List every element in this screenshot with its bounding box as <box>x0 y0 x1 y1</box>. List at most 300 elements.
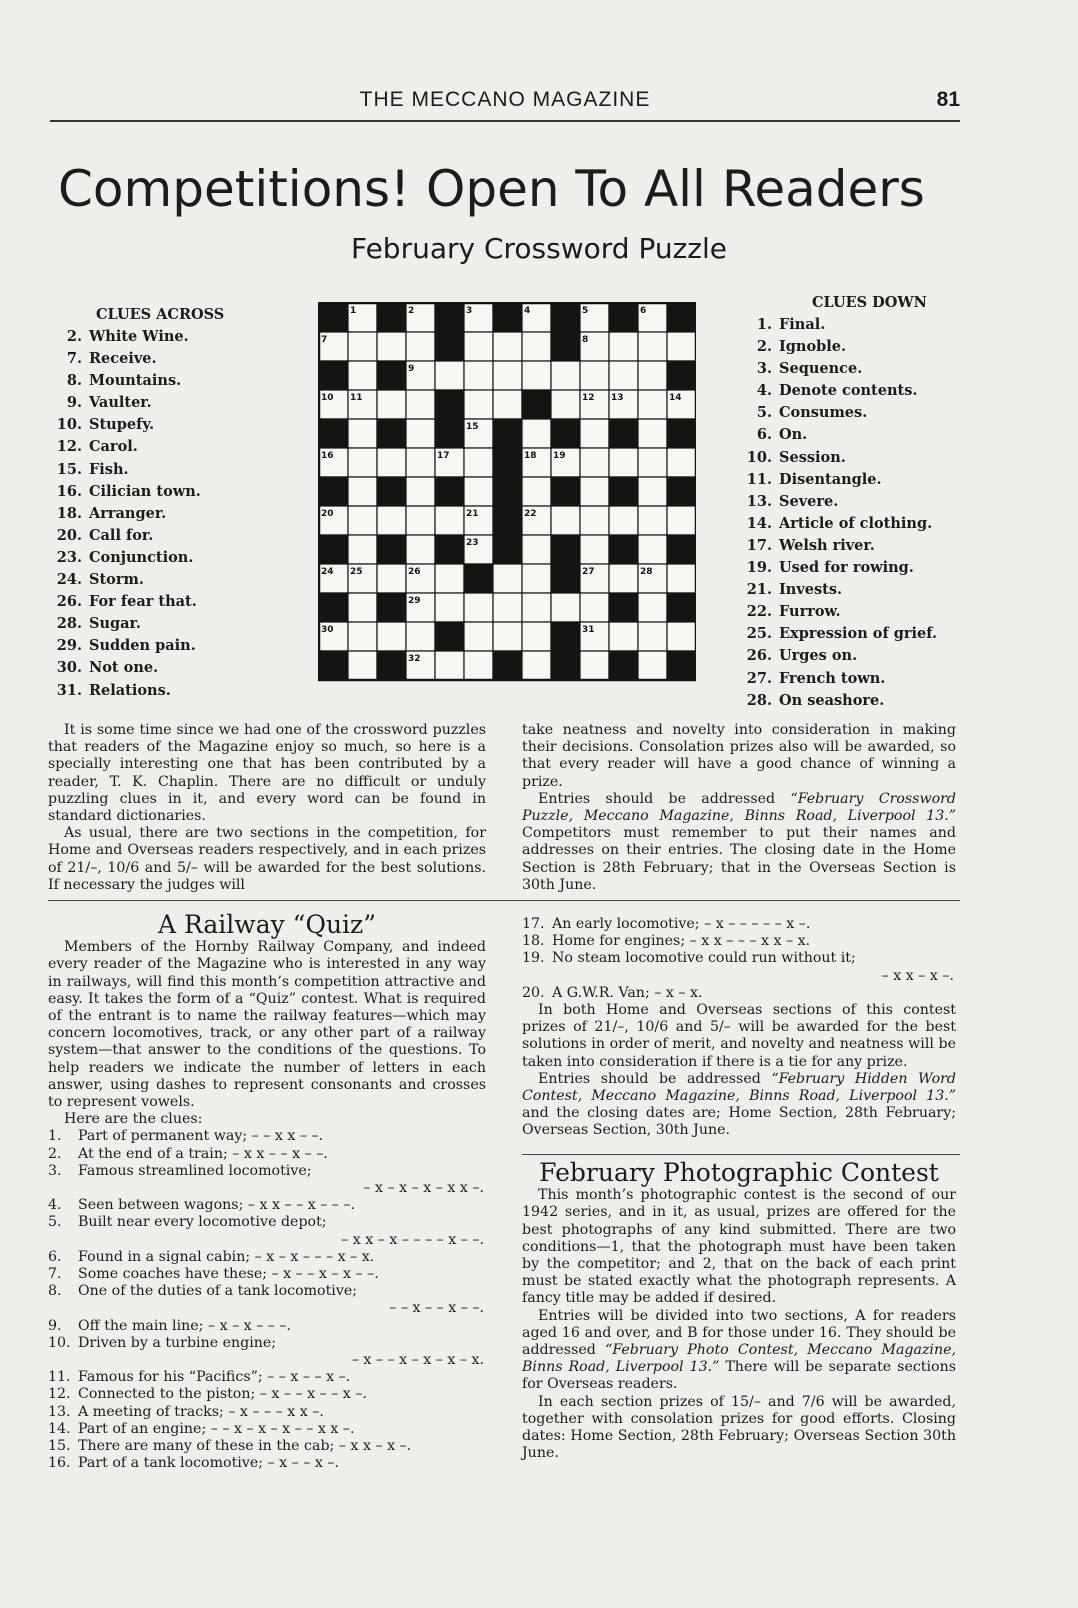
grid-black-square <box>435 390 464 419</box>
photo-contest <box>522 1158 957 1462</box>
clue-text: Carol. <box>89 438 138 456</box>
clue-text: For fear that. <box>89 593 197 611</box>
quiz-clue-text: Home for engines; – x x – – – x x – x. <box>552 933 811 950</box>
grid-white-square <box>580 477 609 506</box>
grid-white-square <box>522 332 551 361</box>
quiz-clue-line <box>48 1386 486 1403</box>
crossword-entries-paragraph <box>522 791 956 894</box>
grid-black-square <box>377 593 406 622</box>
clue-text: Mountains. <box>89 372 182 390</box>
grid-black-square <box>493 506 522 535</box>
clue-number: 10. <box>746 448 772 466</box>
quiz-clue-number: 11. <box>48 1369 71 1386</box>
grid-black-square <box>493 535 522 564</box>
grid-clue-number: 12 <box>582 393 595 403</box>
grid-black-square <box>377 535 406 564</box>
grid-clue-number: 21 <box>466 509 479 519</box>
clue-row <box>746 336 1036 358</box>
grid-white-square <box>493 622 522 651</box>
clue-text: On seashore. <box>779 691 885 709</box>
grid-clue-number: 26 <box>408 567 421 577</box>
clue-row <box>46 436 296 458</box>
photo-contest-title: February Photographic Contest <box>539 1158 939 1187</box>
quiz-clue-line <box>48 1438 486 1455</box>
grid-clue-number: 1 <box>350 306 357 316</box>
quiz-clue <box>48 1455 486 1472</box>
grid-white-square <box>348 651 377 680</box>
text-run: Competitors must remember to put their names and addresses on their entries. The closing date in the Home Section is 28th February; that in the Overseas Section is 30th June. <box>522 825 956 893</box>
grid-white-square <box>667 506 696 535</box>
grid-white-square <box>464 448 493 477</box>
grid-white-square <box>638 390 667 419</box>
quiz-clue-text: No steam locomotive could run without it; <box>552 950 856 967</box>
clue-text: Final. <box>779 316 826 333</box>
clue-text: Receive. <box>89 350 157 368</box>
grid-white-square <box>348 448 377 477</box>
quiz-clue-text: Driven by a turbine engine; <box>78 1334 277 1351</box>
page-title: Competitions! Open To All Readers <box>58 160 925 218</box>
clue-text: Used for rowing. <box>779 559 914 577</box>
grid-white-square <box>348 593 377 622</box>
quiz-clue-text: Part of a tank locomotive; – x – – x –. <box>78 1455 339 1472</box>
clue-text: Stupefy. <box>89 416 155 434</box>
grid-black-square <box>377 651 406 680</box>
grid-white-square <box>377 622 406 651</box>
quiz-clue-number: 6. <box>48 1248 62 1265</box>
quiz-clue-text: Part of permanent way; – – x x – –. <box>78 1128 324 1145</box>
grid-white-square <box>377 332 406 361</box>
grid-white-square <box>638 593 667 622</box>
grid-white-square <box>580 651 609 680</box>
quiz-clue-line <box>48 1197 486 1214</box>
grid-black-square <box>551 564 580 593</box>
clue-number: 26. <box>746 647 772 665</box>
clue-number: 28. <box>746 691 772 709</box>
grid-black-square <box>609 593 638 622</box>
grid-white-square <box>348 506 377 535</box>
quiz-clue-text: Seen between wagons; – x x – – x – – –. <box>78 1197 356 1214</box>
clue-row <box>46 481 296 503</box>
grid-clue-number: 30 <box>321 625 334 635</box>
quiz-clue-text: Part of an engine; – – x – x – x – – x x –. <box>78 1420 355 1437</box>
quiz-clue-list-continued <box>522 916 956 1002</box>
grid-black-square <box>551 477 580 506</box>
grid-white-square <box>493 390 522 419</box>
grid-black-square <box>319 651 348 680</box>
grid-white-square <box>522 593 551 622</box>
grid-black-square <box>319 419 348 448</box>
grid-white-square <box>667 622 696 651</box>
crossword-paragraph: As usual, there are two sections in the competition, for Home and Overseas readers respectively, and in each prizes of 21/–, 10/6 and 5/– will be awarded for the best solutions. If necessary the judges will <box>48 825 486 893</box>
grid-white-square <box>638 622 667 651</box>
clue-number: 4. <box>756 382 772 400</box>
grid-white-square <box>493 361 522 390</box>
quiz-clue <box>48 1421 486 1438</box>
quiz-clue-number: 10. <box>48 1334 71 1351</box>
quiz-clue-text: Off the main line; – x – x – – –. <box>78 1317 291 1334</box>
quiz-clue <box>48 1438 486 1455</box>
grid-white-square <box>348 332 377 361</box>
clue-number: 11. <box>746 470 772 488</box>
magazine-name: THE MECCANO MAGAZINE <box>359 88 651 111</box>
grid-white-square <box>638 477 667 506</box>
quiz-clue <box>48 1318 486 1335</box>
clue-number: 27. <box>746 669 772 687</box>
photo-entries <box>522 1308 956 1394</box>
grid-white-square <box>435 651 464 680</box>
clue-text: Conjunction. <box>89 548 194 566</box>
grid-white-square <box>609 332 638 361</box>
clue-number: 14. <box>746 514 772 532</box>
clue-row <box>746 380 1036 402</box>
grid-white-square <box>435 506 464 535</box>
railway-quiz-title: A Railway “Quiz” <box>158 910 376 939</box>
quiz-clue-line <box>48 1369 486 1386</box>
section-divider <box>522 1154 960 1155</box>
clue-text: Call for. <box>89 526 154 544</box>
clue-text: French town. <box>779 669 886 687</box>
crossword-address: “February Crossword Puzzle, Meccano Magazine, Binns Road, Liverpool 13.” <box>522 790 957 825</box>
grid-black-square <box>377 419 406 448</box>
grid-white-square <box>638 448 667 477</box>
clue-text: Cilician town. <box>89 482 201 500</box>
clue-row <box>746 601 1036 623</box>
grid-black-square <box>667 477 696 506</box>
crossword-intro-left <box>48 722 486 894</box>
grid-clue-number: 31 <box>582 625 595 635</box>
clue-number: 18. <box>56 504 82 522</box>
grid-white-square <box>580 593 609 622</box>
grid-white-square <box>348 419 377 448</box>
clue-text: Sugar. <box>89 615 141 633</box>
clue-number: 13. <box>746 492 772 510</box>
grid-black-square <box>493 651 522 680</box>
quiz-clue-line <box>48 1421 486 1438</box>
crossword-paragraph: take neatness and novelty into consideration in making their decisions. Consolation prizes also will be awarded, so that every reader will have a good chance of winning a prize. <box>522 722 956 790</box>
railway-quiz-left <box>48 910 486 1473</box>
quiz-clue <box>522 950 956 984</box>
clue-number: 20. <box>56 526 82 544</box>
grid-black-square <box>609 535 638 564</box>
grid-white-square <box>348 622 377 651</box>
grid-white-square <box>522 622 551 651</box>
quiz-clue-line <box>48 1146 486 1163</box>
quiz-clue-line <box>48 1128 486 1145</box>
clue-number: 31. <box>56 681 82 699</box>
clue-text: Consumes. <box>779 404 868 422</box>
clue-text: Fish. <box>89 460 129 478</box>
quiz-clue-text: Built near every locomotive depot; <box>78 1214 327 1231</box>
quiz-clue-number: 19. <box>522 950 545 967</box>
clue-number: 10. <box>56 416 82 434</box>
quiz-clue-line <box>48 1283 486 1300</box>
grid-clue-number: 20 <box>321 509 334 519</box>
grid-black-square <box>435 477 464 506</box>
grid-white-square <box>406 477 435 506</box>
grid-black-square <box>667 419 696 448</box>
clue-number: 19. <box>746 559 772 577</box>
quiz-clue <box>48 1146 486 1163</box>
quiz-clue-number: 20. <box>522 984 545 1001</box>
grid-black-square <box>667 361 696 390</box>
grid-black-square <box>609 303 638 332</box>
grid-black-square <box>319 303 348 332</box>
clue-row <box>46 326 296 348</box>
grid-clue-number: 6 <box>640 306 647 316</box>
quiz-clue-number: 14. <box>48 1420 71 1437</box>
quiz-clue-number: 16. <box>48 1455 71 1472</box>
railway-quiz-right <box>522 916 956 1140</box>
clue-number: 12. <box>56 438 82 456</box>
quiz-clue <box>48 1197 486 1214</box>
crossword-paragraph: It is some time since we had one of the crossword puzzles that readers of the Magazine enjoy so much, so here is a specially interesting one that has been contributed by a reader, T. K. Chaplin. There are no difficult or unduly puzzling clues in it, and every word can be found in standard dictionaries. <box>48 722 486 825</box>
grid-white-square <box>551 361 580 390</box>
grid-clue-number: 27 <box>582 567 595 577</box>
grid-clue-number: 32 <box>408 654 421 664</box>
clue-text: Arranger. <box>89 504 167 522</box>
clues-down-list <box>746 314 1036 712</box>
clue-number: 15. <box>56 460 82 478</box>
quiz-clue-number: 8. <box>48 1283 62 1300</box>
grid-white-square <box>493 564 522 593</box>
grid-white-square <box>638 361 667 390</box>
grid-white-square <box>638 535 667 564</box>
grid-white-square <box>406 506 435 535</box>
quiz-clue <box>48 1214 486 1248</box>
grid-clue-number: 4 <box>524 306 531 316</box>
quiz-clue-line <box>48 1266 486 1283</box>
grid-black-square <box>435 419 464 448</box>
clue-row <box>46 414 296 436</box>
grid-white-square <box>406 622 435 651</box>
grid-clue-number: 13 <box>611 393 624 403</box>
grid-black-square <box>551 622 580 651</box>
grid-white-square <box>580 361 609 390</box>
quiz-clue-number: 1. <box>48 1128 62 1145</box>
quiz-clues-intro: Here are the clues: <box>64 1111 203 1128</box>
crossword-intro-right <box>522 722 956 894</box>
grid-clue-number: 9 <box>408 364 415 374</box>
quiz-clue <box>522 916 956 933</box>
grid-white-square <box>348 361 377 390</box>
clue-row <box>746 314 1036 336</box>
grid-black-square <box>435 622 464 651</box>
grid-black-square <box>667 651 696 680</box>
quiz-prizes: In both Home and Overseas sections of this contest prizes of 21/–, 10/6 and 5/– will be awarded for the best solutions in order of merit, and novelty and neatness will be taken into consideration if there is a tie for any prize. <box>522 1002 956 1070</box>
quiz-clue-line <box>522 916 956 933</box>
quiz-clue <box>48 1163 486 1197</box>
clue-text: Urges on. <box>779 647 858 665</box>
grid-black-square <box>667 535 696 564</box>
quiz-clue-text: There are many of these in the cab; – x x – x –. <box>78 1438 412 1455</box>
clue-text: On. <box>779 426 808 444</box>
clues-across <box>46 306 296 702</box>
clue-text: Ignoble. <box>779 338 847 356</box>
grid-black-square <box>435 535 464 564</box>
grid-white-square <box>609 506 638 535</box>
grid-black-square <box>435 332 464 361</box>
grid-clue-number: 18 <box>524 451 537 461</box>
grid-white-square <box>435 361 464 390</box>
quiz-clue-text: An early locomotive; – x – – – – – x –. <box>552 916 811 932</box>
quiz-clue-letters: – x – – x – x – x – x. <box>351 1352 484 1369</box>
grid-white-square <box>493 593 522 622</box>
grid-black-square <box>493 303 522 332</box>
grid-black-square <box>609 651 638 680</box>
quiz-clue-number: 9. <box>48 1317 62 1334</box>
grid-white-square <box>638 506 667 535</box>
clue-row <box>746 579 1036 601</box>
quiz-clue-text: Famous streamlined locomotive; <box>78 1162 312 1179</box>
clue-row <box>46 569 296 591</box>
quiz-clue-letters: – x x – x – – – – x – –. <box>341 1231 484 1248</box>
grid-white-square <box>406 332 435 361</box>
clue-number: 24. <box>56 571 82 589</box>
grid-clue-number: 25 <box>350 567 363 577</box>
quiz-clue-text: Connected to the piston; – x – – x – – x –. <box>78 1386 367 1403</box>
grid-white-square <box>638 419 667 448</box>
quiz-clue-list <box>48 1128 486 1472</box>
clue-row <box>746 447 1036 469</box>
clue-row <box>46 680 296 702</box>
grid-white-square <box>580 419 609 448</box>
clue-text: Sudden pain. <box>89 637 196 655</box>
clue-row <box>746 668 1036 690</box>
clue-row <box>746 645 1036 667</box>
clues-across-heading: CLUES ACROSS <box>96 306 225 323</box>
grid-white-square <box>435 564 464 593</box>
grid-black-square <box>435 303 464 332</box>
clue-text: Not one. <box>89 659 159 677</box>
quiz-entries <box>522 1071 956 1140</box>
grid-white-square <box>348 477 377 506</box>
clue-row <box>46 613 296 635</box>
quiz-clue-text: At the end of a train; – x x – – x – –. <box>78 1145 328 1162</box>
grid-white-square <box>638 651 667 680</box>
clue-number: 17. <box>746 536 772 554</box>
grid-black-square <box>319 593 348 622</box>
grid-white-square <box>435 593 464 622</box>
quiz-clue-line <box>522 985 956 1002</box>
quiz-clue <box>48 1283 486 1317</box>
clue-row <box>746 358 1036 380</box>
clue-row <box>746 469 1036 491</box>
grid-black-square <box>464 564 493 593</box>
clue-text: Session. <box>779 448 846 466</box>
quiz-clue-letters: – x x – x –. <box>881 967 954 984</box>
clue-row <box>46 503 296 525</box>
quiz-clue-text: A G.W.R. Van; – x – x. <box>552 984 703 1001</box>
grid-black-square <box>551 332 580 361</box>
quiz-clue <box>48 1404 486 1421</box>
quiz-clue-number: 3. <box>48 1162 62 1179</box>
grid-clue-number: 16 <box>321 451 334 461</box>
grid-white-square <box>580 448 609 477</box>
grid-white-square <box>609 622 638 651</box>
grid-white-square <box>377 390 406 419</box>
grid-white-square <box>667 332 696 361</box>
clue-row <box>46 370 296 392</box>
grid-white-square <box>464 622 493 651</box>
quiz-clue-number: 5. <box>48 1214 62 1231</box>
grid-clue-number: 11 <box>350 393 363 403</box>
clue-number: 1. <box>756 316 772 333</box>
grid-black-square <box>319 477 348 506</box>
grid-black-square <box>522 390 551 419</box>
text-run: and the closing dates are; Home Section, 28th February; Overseas Section, 30th June. <box>522 1105 956 1139</box>
quiz-clue-number: 12. <box>48 1386 71 1403</box>
photo-address: “February Photo Contest, Meccano Magazine, Binns Road, Liverpool 13.” <box>522 1342 957 1376</box>
grid-black-square <box>377 303 406 332</box>
clue-row <box>46 591 296 613</box>
quiz-clue-number: 13. <box>48 1403 71 1420</box>
quiz-clue-letters: – – x – – x – –. <box>389 1300 484 1317</box>
grid-black-square <box>609 477 638 506</box>
clue-text: White Wine. <box>89 328 189 345</box>
text-run: There will be separate sections for Overseas readers. <box>522 1359 956 1393</box>
grid-white-square <box>609 448 638 477</box>
clue-number: 23. <box>56 548 82 566</box>
clue-number: 21. <box>746 581 772 599</box>
grid-clue-number: 28 <box>640 567 653 577</box>
grid-clue-number: 10 <box>321 393 334 403</box>
grid-white-square <box>493 332 522 361</box>
clue-row <box>46 392 296 414</box>
quiz-clue-number: 7. <box>48 1266 62 1283</box>
quiz-clue-number: 4. <box>48 1197 62 1214</box>
grid-white-square <box>522 419 551 448</box>
quiz-clue-line <box>522 950 956 967</box>
quiz-clue-number: 2. <box>48 1145 62 1162</box>
clue-text: Storm. <box>89 571 144 589</box>
quiz-clue-number: 17. <box>522 916 545 932</box>
quiz-clue-line <box>48 1404 486 1421</box>
quiz-clue <box>48 1266 486 1283</box>
quiz-clue-line <box>48 1318 486 1335</box>
clue-number: 29. <box>56 637 82 655</box>
running-header <box>50 86 960 122</box>
grid-white-square <box>609 564 638 593</box>
quiz-clue-line <box>48 1249 486 1266</box>
grid-white-square <box>348 535 377 564</box>
clue-text: Disentangle. <box>779 470 882 488</box>
text-run: Entries should be addressed <box>538 1070 772 1087</box>
clue-number: 26. <box>56 593 82 611</box>
clue-text: Furrow. <box>779 603 841 621</box>
grid-white-square <box>580 535 609 564</box>
quiz-clue-text: A meeting of tracks; – x – – – x x –. <box>78 1403 324 1420</box>
grid-black-square <box>493 419 522 448</box>
page-number: 81 <box>936 88 960 111</box>
clue-text: Invests. <box>779 581 843 599</box>
quiz-clue-text: Found in a signal cabin; – x – x – – – x – x. <box>78 1248 375 1265</box>
crossword-grid <box>318 302 696 692</box>
clue-number: 5. <box>756 404 772 422</box>
clue-number: 7. <box>66 350 82 368</box>
grid-black-square <box>551 651 580 680</box>
clue-number: 6. <box>756 426 772 444</box>
quiz-clue <box>522 985 956 1002</box>
grid-white-square <box>522 535 551 564</box>
grid-white-square <box>464 477 493 506</box>
quiz-clue-line <box>48 1163 486 1180</box>
clue-row <box>46 547 296 569</box>
clue-number: 25. <box>746 625 772 643</box>
quiz-clue-text: One of the duties of a tank locomotive; <box>78 1283 358 1300</box>
clue-text: Welsh river. <box>779 536 875 554</box>
grid-clue-number: 15 <box>466 422 479 432</box>
grid-clue-number: 23 <box>466 538 479 548</box>
